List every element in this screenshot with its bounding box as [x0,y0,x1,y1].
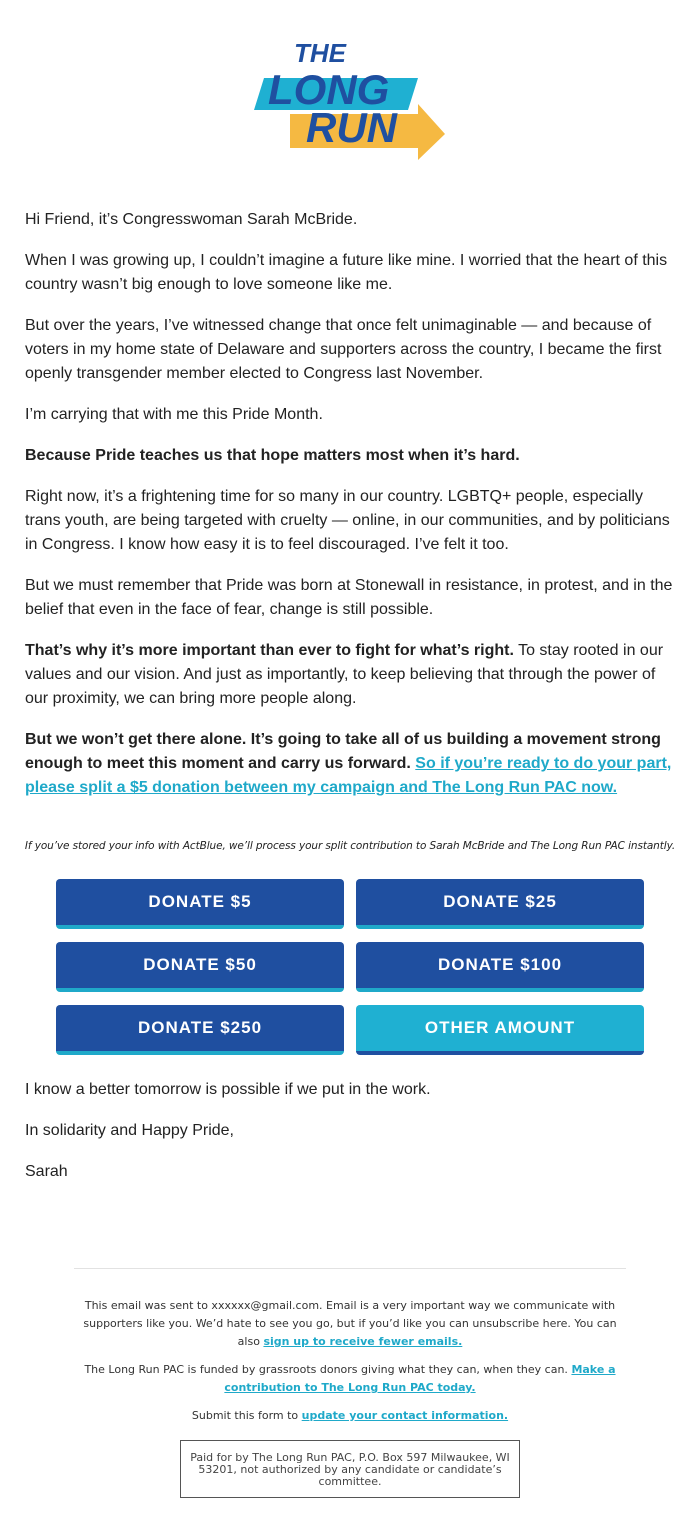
donate-50-button[interactable]: DONATE $50 [56,942,344,992]
logo-line-run: RUN [306,104,397,151]
paragraph-bold [25,444,677,468]
bold-text: But we won’t get there alone. It’s going to take all of us building a movement strong enough to meet this moment and carry us forward. [25,731,661,772]
donate-100-button[interactable]: DONATE $100 [356,942,644,992]
sign-off: In solidarity and Happy Pride, [25,1122,234,1139]
actblue-note: If you’ve stored your info with ActBlue, we’ll process your split contribution to Sarah McBride and The Long Run PAC instantly. [24,840,676,852]
footer [74,1268,626,1425]
fewer-emails-link[interactable]: sign up to receive fewer emails. [263,1335,463,1348]
footer-update-text [74,1407,626,1425]
bold-text: Because Pride teaches us that hope matters most when it’s hard. [25,447,520,464]
contribute-link[interactable]: Make a contribution to The Long Run PAC today. [224,1363,616,1394]
other-amount-button[interactable]: OTHER AMOUNT [356,1005,644,1055]
footer-text: This email was sent to xxxxxx@gmail.com. Email is a very important way we communicate with supporters like you. We’d hate to see you go, but if you’d like you can unsubscribe here. You can also [83,1299,617,1348]
signature: Sarah [25,1163,68,1180]
donate-link[interactable]: So if you’re ready to do your part, please split a $5 donation between my campaign and The Long Run PAC now. [25,755,672,796]
closing [25,1078,677,1201]
paragraph-text: To stay rooted in our values and our vision. And just as importantly, to keep believing that through the power of our proximity, we can bring more people along. [25,642,664,707]
paragraph: Right now, it’s a frightening time for so many in our country. LGBTQ+ people, especially trans youth, are being targeted with cruelty — online, in our communities, and by politicians in Congress. I know how easy it is to feel discouraged. I’ve felt it too. [25,488,670,553]
footer-text: The Long Run PAC is funded by grassroots donors giving what they can, when they can. [84,1363,572,1376]
logo-line-the: THE [294,38,346,68]
donate-250-button[interactable]: DONATE $250 [56,1005,344,1055]
paragraph: But over the years, I’ve witnessed change that once felt unimaginable — and because of voters in my home state of Delaware and supporters across the country, I became the first openly transgender member elected to Congress last November. [25,317,662,382]
donate-5-button[interactable]: DONATE $5 [56,879,344,929]
paragraph: But we must remember that Pride was born at Stonewall in resistance, in protest, and in the belief that even in the face of fear, change is still possible. [25,577,673,618]
paragraph [25,639,677,711]
update-contact-link[interactable]: update your contact information. [301,1409,509,1422]
greeting: Hi Friend, it’s Congresswoman Sarah McBride. [25,211,358,228]
paragraph: I’m carrying that with me this Pride Month. [25,406,323,423]
footer-text: Submit this form to [191,1409,302,1422]
closing-line: I know a better tomorrow is possible if we put in the work. [25,1081,431,1098]
paragraph [25,728,677,800]
paid-for-disclaimer: Paid for by The Long Run PAC, P.O. Box 597 Milwaukee, WI 53201, not authorized by any candidate or candidate’s committee. [180,1440,520,1498]
logo-line-long: LONG [268,66,390,113]
donate-25-button[interactable]: DONATE $25 [356,879,644,929]
long-run-logo [250,36,450,166]
footer-unsubscribe-text [74,1297,626,1351]
email-body [25,208,677,817]
footer-funding-text [74,1361,626,1397]
paragraph: When I was growing up, I couldn’t imagine a future like mine. I worried that the heart of this country wasn’t big enough to love someone like me. [25,252,668,293]
bold-text: That’s why it’s more important than ever to fight for what’s right. [25,642,514,659]
